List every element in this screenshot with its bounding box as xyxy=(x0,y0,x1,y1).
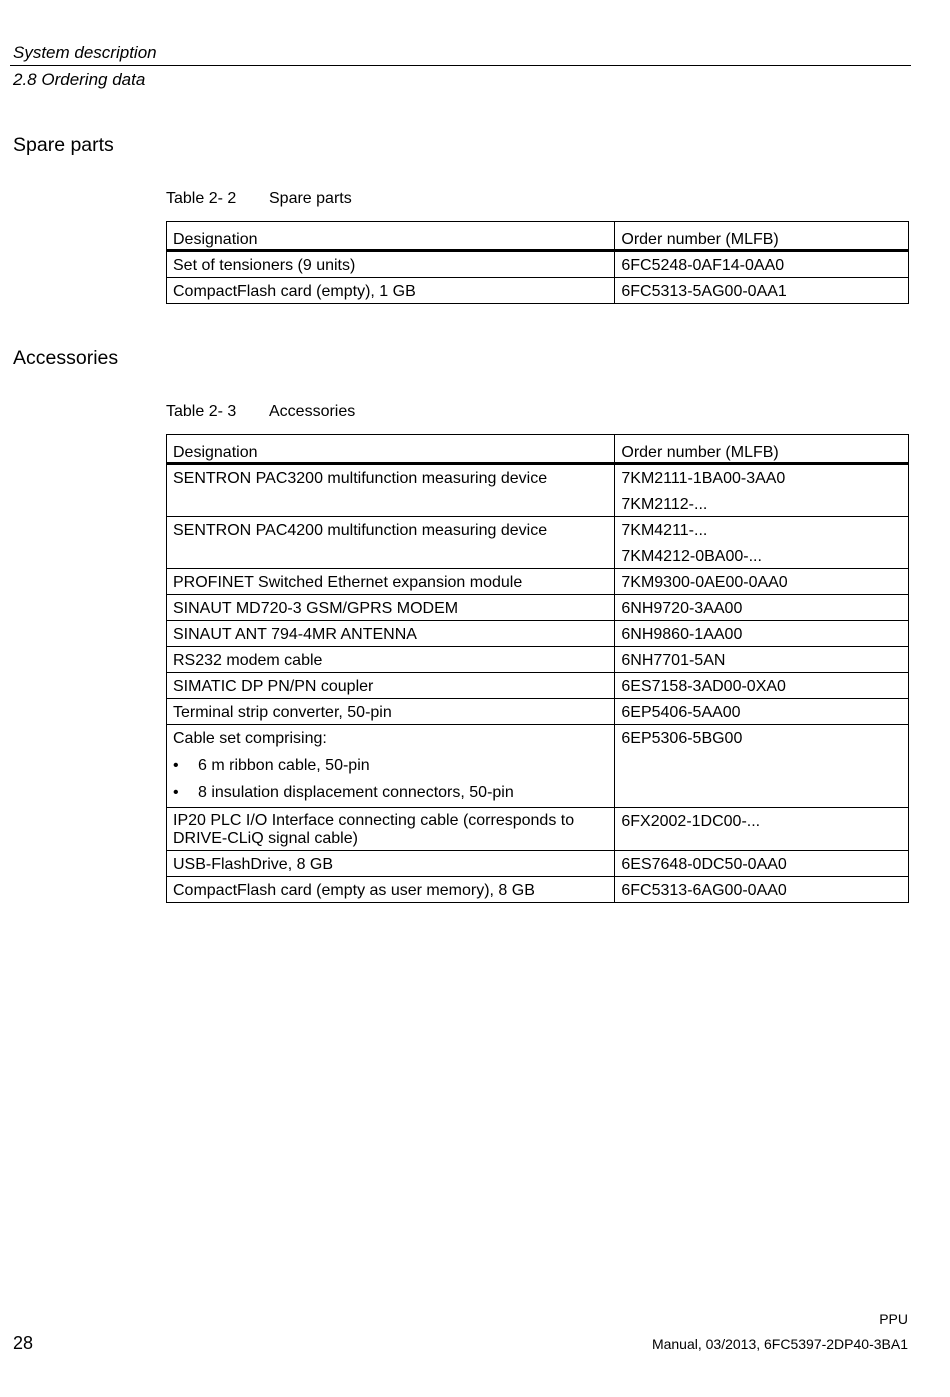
designation-cell: CompactFlash card (empty as user memory), 8 GB xyxy=(167,877,615,903)
order-number-cell: 6FC5313-6AG00-0AA0 xyxy=(615,877,909,903)
table-row xyxy=(167,877,909,903)
designation-cell: Set of tensioners (9 units) xyxy=(167,251,615,278)
order-number-cell: 6NH9860-1AA00 xyxy=(615,621,909,647)
header-divider xyxy=(10,65,911,66)
order-number: 7KM2111-1BA00-3AA0 xyxy=(621,470,786,487)
order-number: 7KM4211-... xyxy=(621,522,708,539)
table-row xyxy=(167,725,909,808)
designation-cell: RS232 modem cable xyxy=(167,647,615,673)
column-header-designation: Designation xyxy=(167,435,615,464)
designation-cell: SINAUT MD720-3 GSM/GPRS MODEM xyxy=(167,595,615,621)
order-number-cell: 6NH7701-5AN xyxy=(615,647,909,673)
designation-cell: SENTRON PAC3200 multifunction measuring device xyxy=(167,464,615,517)
list-item xyxy=(173,756,608,775)
designation-cell xyxy=(167,725,615,808)
table-caption-title: Spare parts xyxy=(269,190,352,207)
accessories-heading: Accessories xyxy=(13,347,119,369)
designation-cell: USB-FlashDrive, 8 GB xyxy=(167,851,615,877)
spare-parts-heading: Spare parts xyxy=(13,134,114,156)
order-number-cell: 6FC5313-5AG00-0AA1 xyxy=(615,278,909,304)
order-number-cell: 6FC5248-0AF14-0AA0 xyxy=(615,251,909,278)
order-number-alt: 7KM4212-0BA00-... xyxy=(621,548,762,565)
list-item-text: 6 m ribbon cable, 50-pin xyxy=(198,757,370,774)
order-number-cell: 6FX2002-1DC00-... xyxy=(615,808,909,851)
bullet-icon: • xyxy=(173,757,179,774)
table-caption-title: Accessories xyxy=(269,403,356,420)
table-row xyxy=(167,647,909,673)
table-row xyxy=(167,464,909,517)
column-header-order-number: Order number (MLFB) xyxy=(615,435,909,464)
order-number-cell: 6ES7158-3AD00-0XA0 xyxy=(615,673,909,699)
table-row xyxy=(167,699,909,725)
table-row xyxy=(167,595,909,621)
designation-cell: CompactFlash card (empty), 1 GB xyxy=(167,278,615,304)
table-caption-number: Table 2- 2 xyxy=(166,190,237,207)
accessories-table xyxy=(166,434,909,903)
column-header-order-number: Order number (MLFB) xyxy=(615,222,909,251)
accessories-table-caption xyxy=(166,403,355,421)
order-number-cell: 6EP5306-5BG00 xyxy=(615,725,909,808)
order-number-cell xyxy=(615,464,909,517)
order-number-alt: 7KM2112-... xyxy=(621,496,708,513)
list-item-text: 8 insulation displacement connectors, 50-pin xyxy=(198,784,514,801)
spare-parts-table xyxy=(166,221,909,304)
table-row xyxy=(167,251,909,278)
table-row xyxy=(167,673,909,699)
running-header-chapter: System description xyxy=(13,43,157,62)
order-number-cell: 6EP5406-5AA00 xyxy=(615,699,909,725)
column-header-designation: Designation xyxy=(167,222,615,251)
list-item xyxy=(173,783,608,802)
order-number-cell: 7KM9300-0AE00-0AA0 xyxy=(615,569,909,595)
table-header-row xyxy=(167,222,909,251)
order-number-cell: 6NH9720-3AA00 xyxy=(615,595,909,621)
designation-cell: Terminal strip converter, 50-pin xyxy=(167,699,615,725)
table-row xyxy=(167,808,909,851)
page-number: 28 xyxy=(13,1333,34,1353)
footer-manual-info: Manual, 03/2013, 6FC5397-2DP40-3BA1 xyxy=(651,1336,908,1352)
table-row xyxy=(167,278,909,304)
table-row xyxy=(167,851,909,877)
designation-cell: SIMATIC DP PN/PN coupler xyxy=(167,673,615,699)
designation-cell: SENTRON PAC4200 multifunction measuring device xyxy=(167,517,615,569)
table-caption-number: Table 2- 3 xyxy=(166,403,237,420)
bullet-icon: • xyxy=(173,784,179,801)
order-number-cell xyxy=(615,517,909,569)
table-header-row xyxy=(167,435,909,464)
bullet-list xyxy=(173,756,608,802)
table-row xyxy=(167,517,909,569)
table-row xyxy=(167,569,909,595)
order-number-cell: 6ES7648-0DC50-0AA0 xyxy=(615,851,909,877)
designation-text: Cable set comprising: xyxy=(173,730,327,747)
designation-cell: PROFINET Switched Ethernet expansion module xyxy=(167,569,615,595)
table-row xyxy=(167,621,909,647)
footer-product-name: PPU xyxy=(879,1311,908,1327)
designation-cell: IP20 PLC I/O Interface connecting cable (corresponds to DRIVE-CLiQ signal cable) xyxy=(167,808,615,851)
running-header-section: 2.8 Ordering data xyxy=(13,70,146,89)
designation-cell: SINAUT ANT 794-4MR ANTENNA xyxy=(167,621,615,647)
spare-parts-table-caption xyxy=(166,190,352,208)
